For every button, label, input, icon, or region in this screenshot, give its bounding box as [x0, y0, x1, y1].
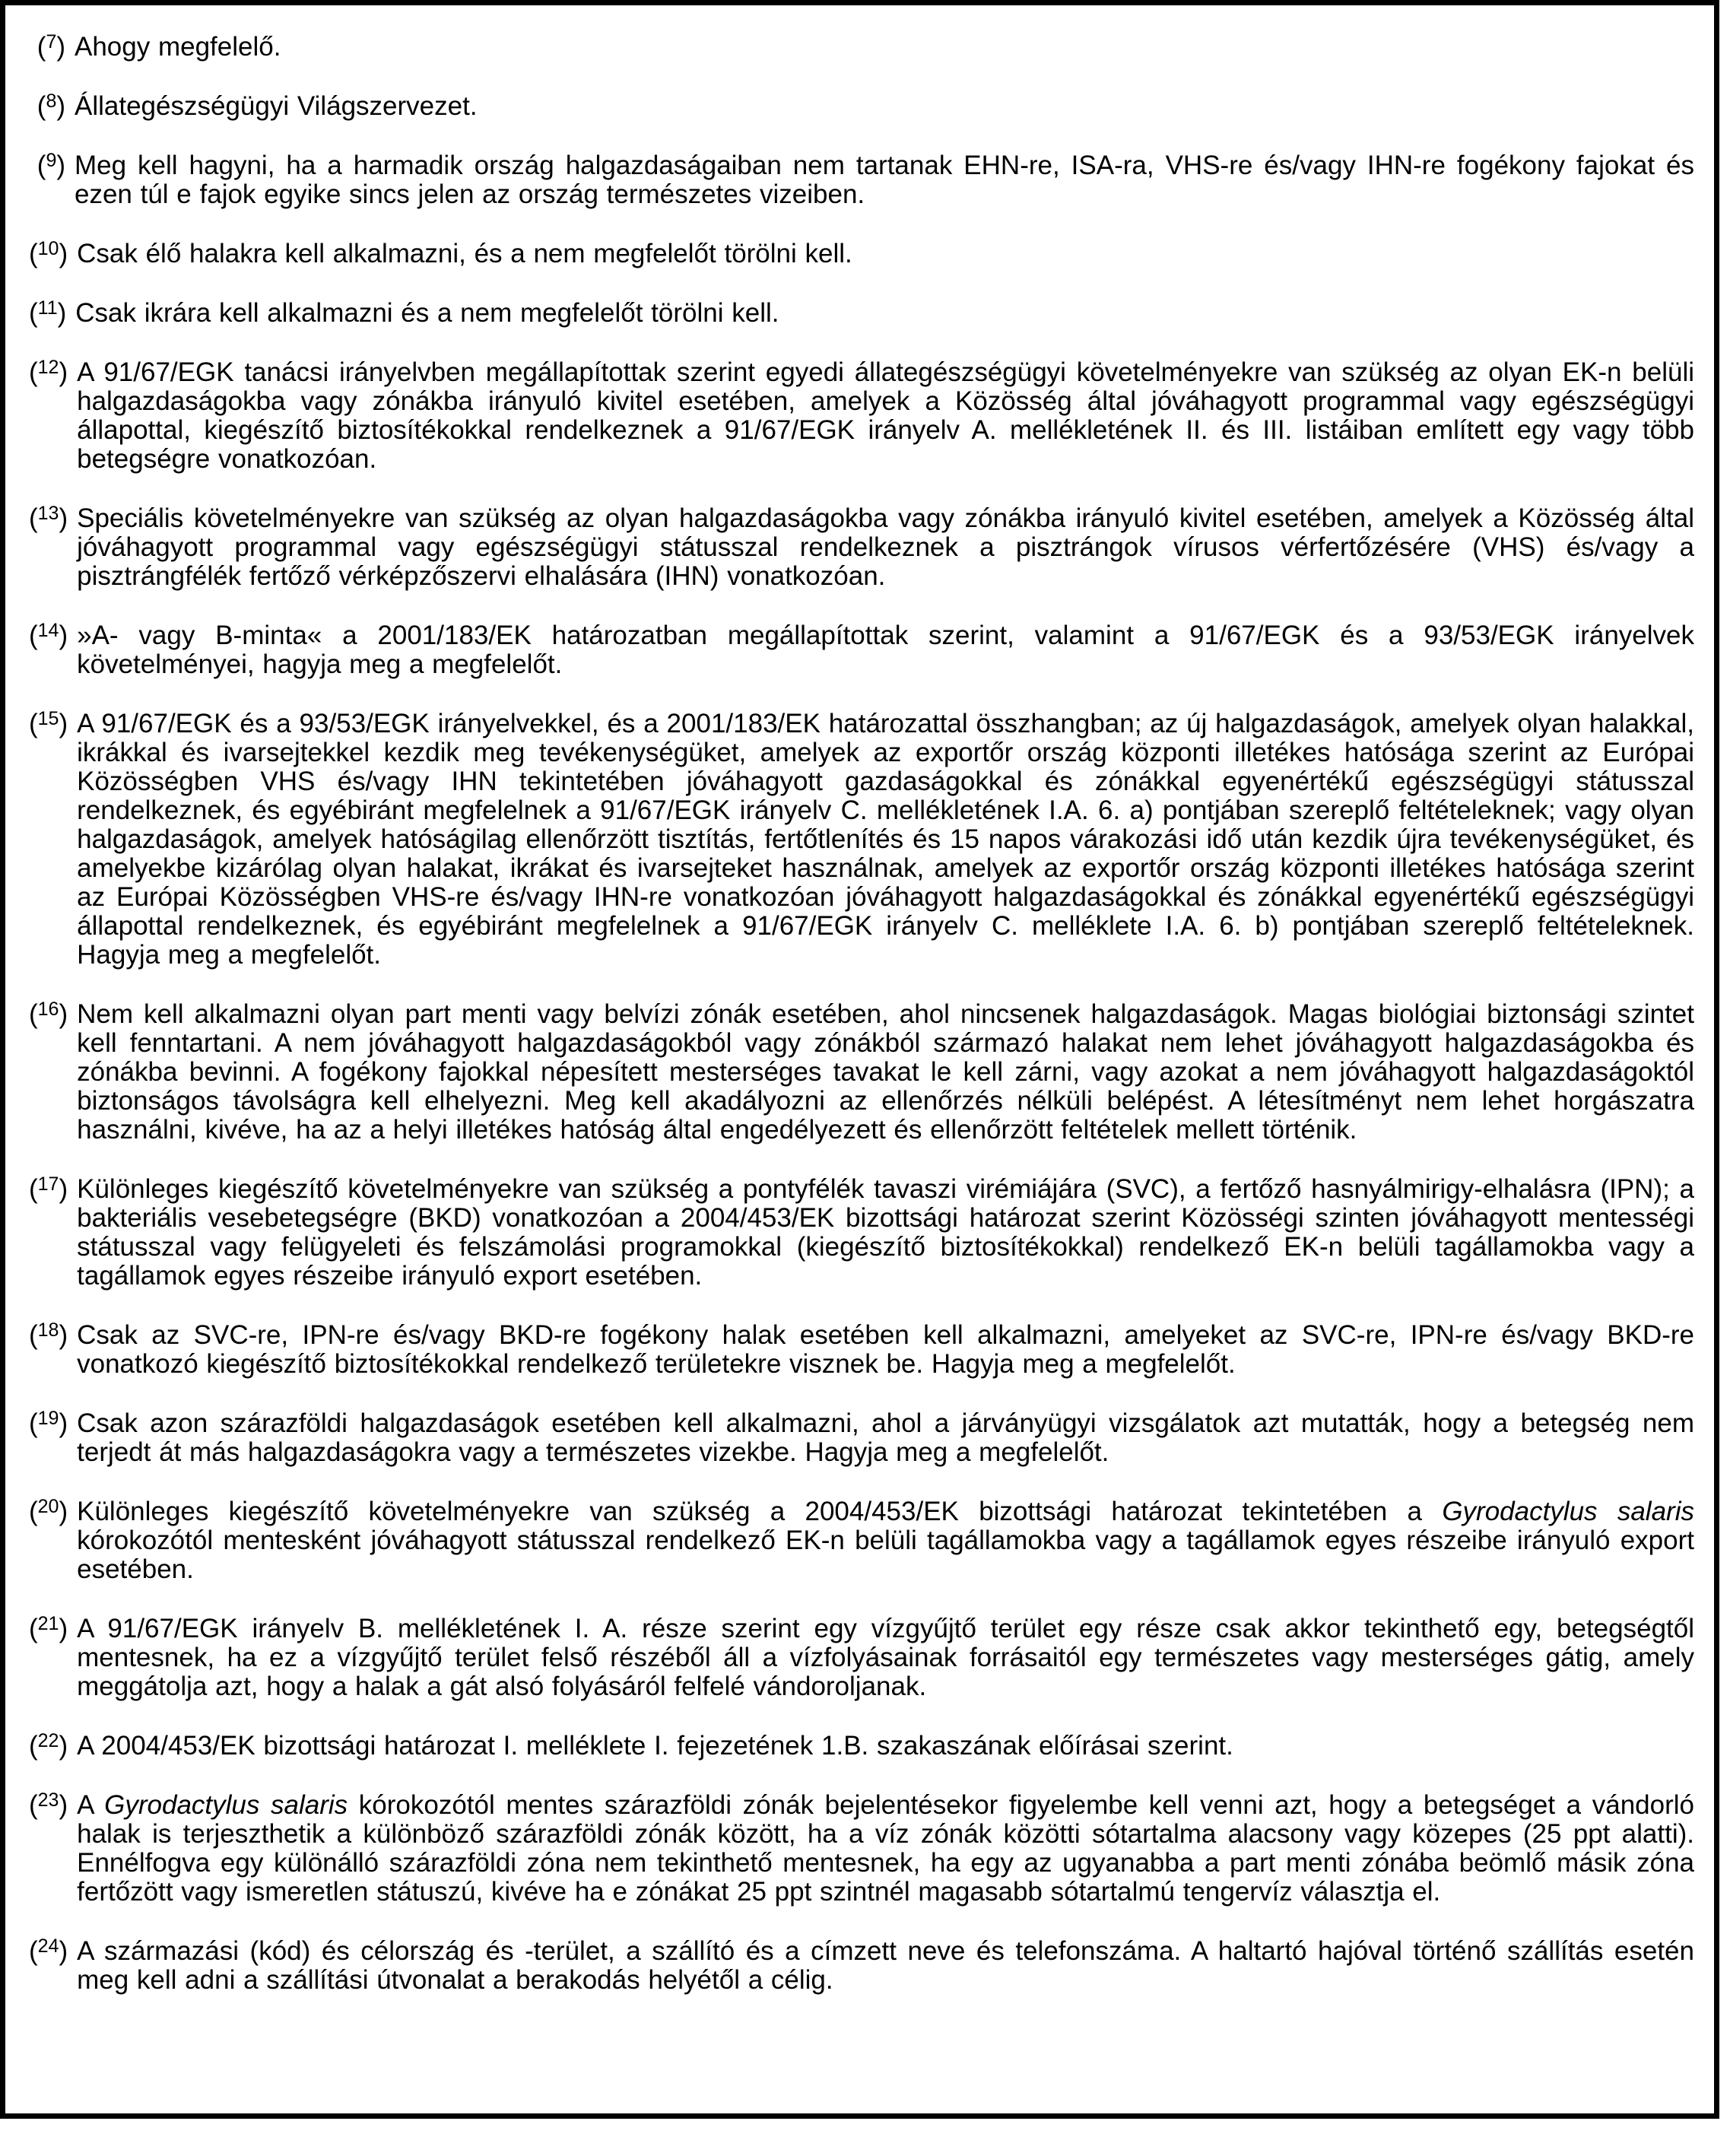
footnote-text-segment: A 91/67/EGK és a 93/53/EGK irányelvekkel, és a 2001/183/EK határozattal összhangban; az új halgazdaságok, amelyek olyan halakkal, ikrákkal és ivarsejtekkel kezdik meg tevékenységüket, amelyek az exportőr ország központi illetékes hatósága szerint az Európai Közösségben VHS és/vagy IHN tekintetében jóváhagyott gazdaságokkal és zónákkal egyenértékű egészségügyi státusszal rendelkeznek, és egyébiránt megfelelnek a 91/67/EGK irányelv C. mellékletének I.A. 6. a) pontjában szereplő feltételeknek; vagy olyan halgazdaságok, amelyek hatóságilag ellenőrzött tisztítás, fertőtlenítés és 15 napos várakozási idő után kezdik újra tevékenységüket, és amelyekbe kizárólag olyan halakat, ikrákat és ivarsejteket használnak, amelyek az exportőr ország központi illetékes hatósága szerint az Európai Közösségben VHS-re és/vagy IHN-re vonatkozóan jóváhagyott halgazdaságokkal és zónákkal egyenértékű egészségügyi állapottal rendelkeznek, és egyébiránt megfelelnek a 91/67/EGK irányelv C. melléklete I.A. 6. b) pontjában szereplő feltételeknek. Hagyja meg a megfelelőt. [77, 709, 1694, 970]
footnote-number: 18 [37, 1319, 59, 1341]
footnote-text-segment: Csak élő halakra kell alkalmazni, és a nem megfelelőt törölni kell. [77, 239, 852, 268]
footnote-number: 20 [37, 1496, 59, 1517]
footnote-text [77, 1732, 1694, 1761]
footnote-text [77, 1321, 1694, 1379]
footnote-marker: ($^8$) [37, 90, 65, 121]
footnote-number: 11 [37, 297, 58, 319]
footnote-text-segment: A 91/67/EGK tanácsi irányelvben megállapítottak szerint egyedi állategészségügyi követelményekre van szükség az olyan EK-n belüli halgazdaságokba vagy zónákba irányuló kivitel esetében, amelyek a Közösség által jóváhagyott programmal vagy egészségügyi állapottal, kiegészítő biztosítékokkal rendelkeznek a 91/67/EGK irányelv A. mellékletének II. és III. listáiban említett egy vagy több betegségre vonatkozóan. [77, 357, 1694, 474]
footnote-text-segment: A származási (kód) és célország és -terület, a szállító és a címzett neve és telefonszáma. A haltartó hajóval történő szállítás esetén meg kell adni a szállítási útvonalat a berakodás helyétől a célig. [77, 1936, 1694, 1995]
footnote-item [29, 710, 1694, 970]
footnote-marker: ($^{12}$) [29, 357, 68, 387]
footnote-item [29, 358, 1694, 474]
footnote-text [77, 358, 1694, 474]
footnote-text [77, 621, 1694, 679]
footnote-text [77, 1000, 1694, 1145]
footnote-text [77, 1937, 1694, 1995]
footnote-list [29, 33, 1694, 1995]
footnote-item [29, 33, 1694, 62]
footnote-number: 21 [37, 1613, 59, 1634]
footnote-number: 17 [37, 1173, 59, 1195]
footnote-number: 12 [37, 357, 59, 378]
footnote-marker: ($^{10}$) [29, 238, 68, 268]
footnote-item [29, 1497, 1694, 1584]
footnote-text-segment: A 2004/453/EK bizottsági határozat I. melléklete I. fejezetének 1.B. szakaszának előírásai szerint. [77, 1731, 1233, 1761]
footnote-text [75, 299, 1694, 328]
footnote-item [29, 621, 1694, 679]
footnote-number: 19 [37, 1408, 59, 1429]
footnote-text-italic-segment: Gyrodactylus salaris [1442, 1497, 1694, 1526]
footnote-marker: ($^{24}$) [29, 1935, 68, 1966]
footnote-number: 9 [46, 150, 57, 171]
footnote-marker: ($^{18}$) [29, 1319, 68, 1350]
footnote-number: 23 [37, 1789, 59, 1811]
footnote-marker: ($^{17}$) [29, 1173, 68, 1204]
footnote-number: 7 [46, 31, 57, 52]
footnote-marker: ($^9$) [37, 150, 65, 180]
footnote-text [75, 151, 1694, 209]
footnote-text [77, 1615, 1694, 1701]
footnote-item [29, 151, 1694, 209]
footnote-item [29, 1937, 1694, 1995]
footnote-item [29, 1732, 1694, 1761]
footnote-item [29, 1000, 1694, 1145]
footnote-text [77, 240, 1694, 268]
footnote-number: 8 [46, 90, 57, 112]
footnote-text [77, 1175, 1694, 1291]
footnote-text-segment: A 91/67/EGK irányelv B. mellékletének I. A. része szerint egy vízgyűjtő terület egy része csak akkor tekinthető egy, betegségtől mentesnek, ha ez a vízgyűjtő terület felső részéből áll a vízfolyásainak forrásaitól egy természetes vagy mesterséges gátig, amely meggátolja azt, hogy a halak a gát alsó folyásáról felfelé vándoroljanak. [77, 1614, 1694, 1701]
footnote-item [29, 92, 1694, 121]
footnote-item [29, 1409, 1694, 1467]
footnote-item [29, 1791, 1694, 1907]
footnote-text-segment: A [77, 1790, 105, 1820]
footnote-marker: ($^{22}$) [29, 1730, 68, 1761]
footnote-number: 10 [37, 238, 59, 259]
footnote-marker: ($^{15}$) [29, 708, 68, 738]
footnote-item [29, 1615, 1694, 1701]
footnote-text-segment: Meg kell hagyni, ha a harmadik ország halgazdaságaiban nem tartanak EHN-re, ISA-ra, VHS-re és/vagy IHN-re fogékony fajokat és ezen túl e fajok egyike sincs jelen az ország természetes vizeiben. [75, 151, 1694, 209]
footnote-marker: ($^{23}$) [29, 1789, 68, 1820]
footnote-text-segment: Csak azon szárazföldi halgazdaságok esetében kell alkalmazni, ahol a járványügyi vizsgálatok azt mutatták, hogy a betegség nem terjedt át más halgazdaságokra vagy a természetes vizekbe. Hagyja meg a megfelelőt. [77, 1408, 1694, 1467]
footnote-item [29, 240, 1694, 268]
footnote-text-segment: Ahogy megfelelő. [75, 32, 281, 62]
footnote-item [29, 299, 1694, 328]
footnote-text-italic-segment: Gyrodactylus salaris [104, 1790, 348, 1820]
footnote-text-segment: kórokozótól mentesként jóváhagyott státusszal rendelkező EK-n belüli tagállamokba vagy a tagállamok egyes részeibe irányuló export esetében. [77, 1526, 1694, 1584]
footnote-text-segment: Speciális követelményekre van szükség az olyan halgazdaságokba vagy zónákba irányuló kivitel esetében, amelyek a Közösség által jóváhagyott programmal vagy egészségügyi státusszal rendelkeznek a pisztrángok vírusos vérfertőzésére (VHS) és/vagy a pisztrángfélék fertőző vérképzőszervi elhalására (IHN) vonatkozóan. [77, 503, 1694, 591]
footnote-text-segment: Különleges kiegészítő követelményekre van szükség a pontyfélék tavaszi virémiájára (SVC), a fertőző hasnyálmirigy-elhalásra (IPN); a bakteriális vesebetegségre (BKD) vonatkozóan a 2004/453/EK bizottsági határozat szerint Közösségi szinten jóváhagyott mentességi státusszal vagy felügyeleti és felszámolási programokkal (kiegészítő biztosítékokkal) rendelkező EK-n belüli tagállamokba vagy a tagállamok egyes részeibe irányuló export esetében. [77, 1174, 1694, 1291]
footnote-text-segment: Csak az SVC-re, IPN-re és/vagy BKD-re fogékony halak esetében kell alkalmazni, amelyeket az SVC-re, IPN-re és/vagy BKD-re vonatkozó kiegészítő biztosítékokkal rendelkező területekre visznek be. Hagyja meg a megfelelőt. [77, 1320, 1694, 1379]
footnote-marker: ($^{20}$) [29, 1496, 68, 1526]
footnote-marker: ($^{14}$) [29, 620, 68, 650]
footnote-text [77, 1497, 1694, 1584]
footnote-item [29, 1321, 1694, 1379]
footnote-text-segment: kórokozótól mentes szárazföldi zónák bejelentésekor figyelembe kell venni azt, hogy a betegséget a vándorló halak is terjeszthetik a különböző szárazföldi zónák között, ha a víz zónák közötti sótartalma alacsony vagy közepes (25 ppt alatti). Ennélfogva egy különálló szárazföldi zóna nem tekinthető mentesnek, ha egy az ugyanabba a part menti zónába beömlő másik zóna fertőzött vagy ismeretlen státuszú, kivéve ha e zónákat 25 ppt szintnél magasabb sótartalmú tengervíz választja el. [77, 1790, 1694, 1907]
footnote-text-segment: Különleges kiegészítő követelményekre van szükség a 2004/453/EK bizottsági határozat tekintetében a [77, 1497, 1443, 1526]
footnote-text [75, 33, 1694, 62]
footnote-text [75, 92, 1694, 121]
footnote-text [77, 1791, 1694, 1907]
footnote-number: 16 [37, 999, 59, 1020]
footnote-text [77, 504, 1694, 591]
footnote-marker: ($^{13}$) [29, 503, 68, 533]
footnote-marker: ($^7$) [37, 31, 65, 62]
footnote-marker: ($^{16}$) [29, 999, 68, 1029]
footnote-text-segment: »A- vagy B-minta« a 2001/183/EK határozatban megállapítottak szerint, valamint a 91/67/EGK és a 93/53/EGK irányelvek követelményei, hagyja meg a megfelelőt. [77, 621, 1694, 679]
footnote-number: 13 [37, 503, 59, 524]
footnote-number: 22 [37, 1730, 59, 1751]
footnote-text [77, 710, 1694, 970]
footnote-text-segment: Állategészségügyi Világszervezet. [75, 91, 478, 121]
footnote-text-segment: Csak ikrára kell alkalmazni és a nem megfelelőt törölni kell. [75, 298, 779, 328]
footnote-number: 14 [37, 620, 59, 641]
footnote-number: 15 [37, 708, 59, 729]
footnote-marker: ($^{21}$) [29, 1613, 68, 1643]
footnote-marker: ($^{19}$) [29, 1408, 68, 1438]
footnote-text [77, 1409, 1694, 1467]
footnote-item [29, 504, 1694, 591]
footnote-item [29, 1175, 1694, 1291]
footnote-marker: ($^{11}$) [29, 297, 67, 328]
footnote-text-segment: Nem kell alkalmazni olyan part menti vagy belvízi zónák esetében, ahol nincsenek halgazdaságok. Magas biológiai biztonsági szintet kell fenntartani. A nem jóváhagyott halgazdaságokból vagy zónákból származó halakat nem lehet jóváhagyott halgazdaságokba és zónákba bevinni. A fogékony fajokkal népesített mesterséges tavakat le kell zárni, vagy azokat a nem jóváhagyott halgazdaságoktól biztonságos távolságra kell elhelyezni. Meg kell akadályozni az ellenőrzés nélküli belépést. A létesítményt nem lehet horgászatra használni, kivéve, ha az a helyi illetékes hatóság által engedélyezett és ellenőrzött feltételek mellett történik. [77, 999, 1694, 1145]
footnote-number: 24 [37, 1935, 59, 1957]
